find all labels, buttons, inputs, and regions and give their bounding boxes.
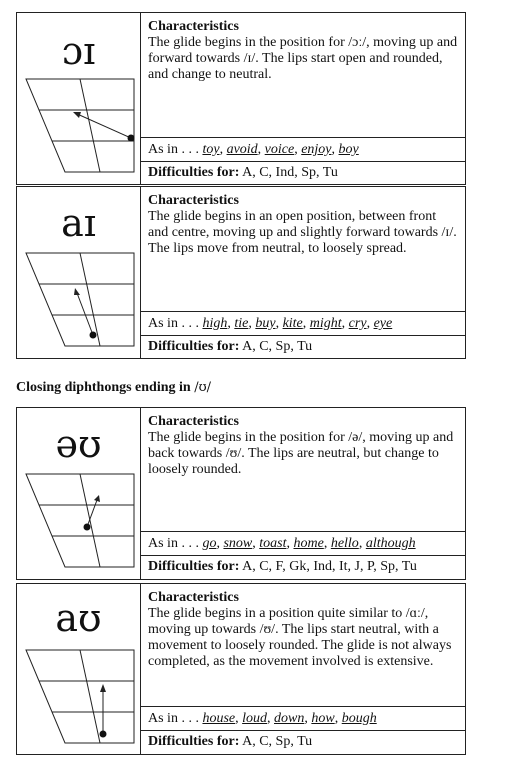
example-word: how xyxy=(311,711,335,726)
example-words: toy, avoid, voice, enjoy, boy xyxy=(202,142,359,157)
example-word: snow xyxy=(223,536,253,551)
section-heading-symbol: /ʊ/ xyxy=(194,380,212,395)
example-word: eye xyxy=(373,316,393,331)
example-word: tie xyxy=(234,316,249,331)
example-word: bough xyxy=(341,711,377,726)
example-word: house xyxy=(202,711,236,726)
diphthong-card-eu xyxy=(16,407,466,580)
example-word: go xyxy=(202,536,217,551)
difficulties-label: Difficulties for xyxy=(148,559,235,574)
difficulties-value: A, C, F, Gk, Ind, It, J, P, Sp, Tu xyxy=(242,559,417,574)
description-panel xyxy=(141,584,465,754)
diagram-panel xyxy=(17,408,141,579)
example-word: boy xyxy=(338,142,359,157)
difficulties-row: Difficulties for: A, C, F, Gk, Ind, It, J, P, Sp, Tu xyxy=(141,555,465,579)
characteristics-heading: Characteristics xyxy=(148,193,239,208)
characteristics-text: The glide begins in a position quite similar to /ɑː/, moving up towards /ʊ/. The lips start neutral, with a movement to loosely rounded. The glide is not always completed, as the movement involved is extensive. xyxy=(148,606,452,669)
example-word: home xyxy=(293,536,324,551)
glide-start-dot xyxy=(100,731,107,738)
example-words: house, loud, down, how, bough xyxy=(202,711,377,726)
vowel-quadrilateral xyxy=(25,646,145,746)
example-word: kite xyxy=(282,316,303,331)
characteristics-heading: Characteristics xyxy=(148,590,239,605)
diphthong-card-au xyxy=(16,583,466,755)
characteristics-heading: Characteristics xyxy=(148,414,239,429)
section-heading-text: Closing diphthongs ending in xyxy=(16,380,191,395)
section-heading xyxy=(16,380,211,396)
as-in-label: As in . . . xyxy=(148,142,199,157)
examples-row xyxy=(141,137,465,161)
difficulties-label: Difficulties for xyxy=(148,339,235,354)
difficulties-value: A, C, Sp, Tu xyxy=(242,339,313,354)
difficulties-row: Difficulties for: A, C, Ind, Sp, Tu xyxy=(141,161,465,184)
examples-row xyxy=(141,531,465,555)
characteristics-text: The glide begins in the position for /ə/, moving up and back towards /ʊ/. The lips are neutral, but change to loosely rounded. xyxy=(148,430,454,477)
example-word: voice xyxy=(264,142,295,157)
vowel-quadrilateral xyxy=(25,75,145,175)
example-word: down xyxy=(274,711,305,726)
difficulties-label: Difficulties for xyxy=(148,165,235,180)
characteristics-text: The glide begins in the position for /ɔː/, moving up and forward towards /ɪ/. The lips start open and rounded, and change to neutral. xyxy=(148,35,458,82)
example-word: toy xyxy=(202,142,220,157)
diagram-panel xyxy=(17,187,141,358)
example-word: might xyxy=(309,316,342,331)
example-word: loud xyxy=(242,711,268,726)
characteristics-block xyxy=(148,19,459,83)
examples-row xyxy=(141,706,465,730)
characteristics-block xyxy=(148,414,459,478)
vowel-quadrilateral xyxy=(25,249,145,349)
diphthong-card-ai xyxy=(16,186,466,359)
phonetic-symbol: ɔɪ xyxy=(61,29,96,73)
example-word: avoid xyxy=(226,142,258,157)
difficulties-value: A, C, Sp, Tu xyxy=(242,734,313,749)
difficulties-row: Difficulties for: A, C, Sp, Tu xyxy=(141,335,465,358)
example-word: high xyxy=(202,316,228,331)
difficulties-row: Difficulties for: A, C, Sp, Tu xyxy=(141,730,465,754)
phonetic-symbol: əʊ xyxy=(55,422,102,466)
diphthong-card-oi xyxy=(16,12,466,185)
example-words: go, snow, toast, home, hello, although xyxy=(202,536,416,551)
description-panel xyxy=(141,187,465,358)
characteristics-heading: Characteristics xyxy=(148,19,239,34)
glide-start-dot xyxy=(128,135,135,142)
example-word: although xyxy=(365,536,416,551)
example-words: high, tie, buy, kite, might, cry, eye xyxy=(202,316,393,331)
as-in-label: As in . . . xyxy=(148,536,199,551)
as-in-label: As in . . . xyxy=(148,316,199,331)
example-word: hello xyxy=(330,536,359,551)
glide-start-dot xyxy=(90,332,97,339)
characteristics-block xyxy=(148,590,459,670)
example-word: buy xyxy=(255,316,276,331)
vowel-quadrilateral xyxy=(25,470,145,570)
difficulties-value: A, C, Ind, Sp, Tu xyxy=(242,165,338,180)
example-word: cry xyxy=(348,316,367,331)
phonetic-symbol: aɪ xyxy=(61,201,96,245)
glide-arrow xyxy=(77,293,93,335)
example-word: enjoy xyxy=(301,142,332,157)
as-in-label: As in . . . xyxy=(148,711,199,726)
description-panel xyxy=(141,13,465,184)
glide-start-dot xyxy=(84,524,91,531)
diagram-panel xyxy=(17,584,141,754)
diagram-panel xyxy=(17,13,141,184)
difficulties-label: Difficulties for xyxy=(148,734,235,749)
phonetic-symbol: aʊ xyxy=(55,596,102,640)
example-word: toast xyxy=(259,536,287,551)
characteristics-block xyxy=(148,193,459,257)
characteristics-text: The glide begins in an open position, between front and centre, moving up and slightly forward towards /ɪ/. The lips move from neutral, to loosely spread. xyxy=(148,209,457,256)
examples-row xyxy=(141,311,465,335)
description-panel xyxy=(141,408,465,579)
glide-arrow xyxy=(75,113,131,138)
